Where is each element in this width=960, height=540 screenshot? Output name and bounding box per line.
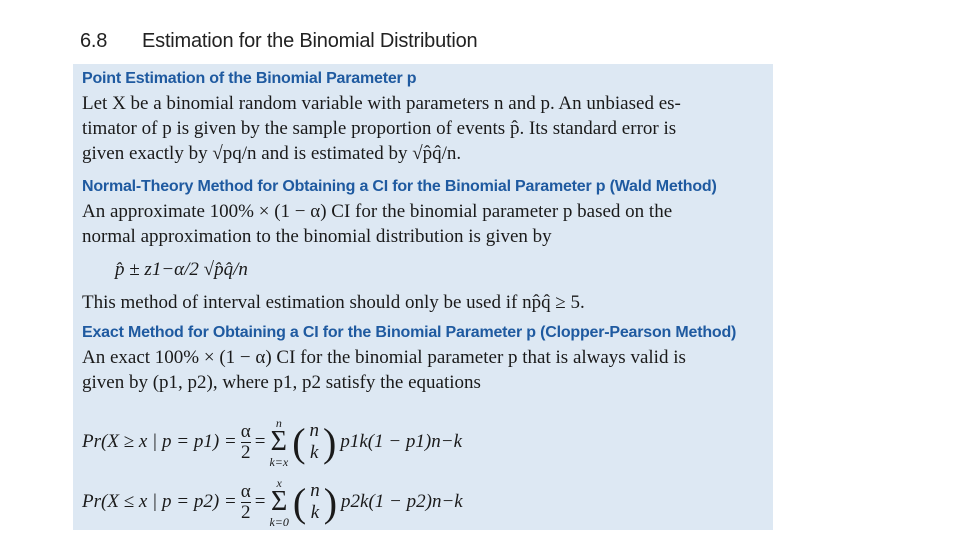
alpha-over-two: [241, 482, 251, 523]
eq-lhs: Pr(X ≥ x | p = p1) =: [82, 431, 237, 452]
clopper-pearson-heading: Exact Method for Obtaining a CI for the Binomial Parameter p (Clopper-Pearson Method): [82, 324, 737, 341]
frac-denominator: 2: [240, 441, 251, 463]
binom-top: n: [310, 480, 320, 501]
summation: n Σ k=x: [269, 416, 289, 469]
binomial-coefficient: [310, 480, 320, 524]
frac-numerator: α: [240, 420, 251, 442]
eq-term: p1k(1 − p1)n−k: [340, 431, 463, 452]
eq-term: p2k(1 − p2)n−k: [341, 491, 463, 512]
frac-numerator: α: [240, 480, 251, 502]
section-number: 6.8: [80, 30, 108, 52]
sum-lower-limit: k=0: [269, 515, 289, 529]
alpha-over-two: [241, 422, 251, 463]
paragraph-line: normal approximation to the binomial distribution is given by: [82, 226, 552, 247]
paragraph-line: An approximate 100% × (1 − α) CI for the binomial parameter p based on the: [82, 201, 673, 222]
equation-lower-bound: [82, 475, 463, 529]
frac-denominator: 2: [240, 501, 251, 523]
sum-lower-limit: k=x: [269, 455, 289, 469]
paragraph-line: This method of interval estimation should only be used if np̂q̂ ≥ 5.: [82, 292, 585, 313]
paragraph-line: An exact 100% × (1 − α) CI for the binomial parameter p that is always valid is: [82, 347, 686, 368]
equation-upper-bound: [82, 415, 462, 469]
equals-sign: =: [254, 491, 266, 512]
sum-upper-limit: x: [276, 476, 282, 490]
section-title: Estimation for the Binomial Distribution: [142, 30, 478, 52]
point-estimation-heading: Point Estimation of the Binomial Parameter p: [82, 70, 417, 87]
wald-formula: p̂ ± z1−α/2 √p̂q̂/n: [115, 259, 248, 280]
equals-sign: =: [254, 431, 266, 452]
binom-top: n: [309, 420, 320, 441]
eq-lhs: Pr(X ≤ x | p = p2) =: [82, 491, 237, 512]
section-heading: [80, 30, 477, 53]
binom-close-paren: ): [323, 419, 337, 465]
binom-open-paren: (: [292, 479, 307, 525]
binom-open-paren: (: [292, 419, 306, 465]
paragraph-line: Let X be a binomial random variable with parameters n and p. An unbiased es-: [82, 93, 681, 114]
summation: x Σ k=0: [269, 476, 289, 529]
wald-method-heading: Normal-Theory Method for Obtaining a CI for the Binomial Parameter p (Wald Method): [82, 178, 717, 195]
binomial-coefficient: [310, 420, 320, 464]
paragraph-line: given by (p1, p2), where p1, p2 satisfy the equations: [82, 372, 481, 393]
binom-bottom: k: [310, 502, 320, 523]
paragraph-line: given exactly by √pq/n and is estimated by √p̂q̂/n.: [82, 143, 462, 164]
paragraph-line: timator of p is given by the sample proportion of events p̂. Its standard error is: [82, 118, 677, 139]
binom-bottom: k: [310, 442, 319, 463]
binom-close-paren: ): [323, 479, 338, 525]
sum-upper-limit: n: [275, 416, 282, 430]
